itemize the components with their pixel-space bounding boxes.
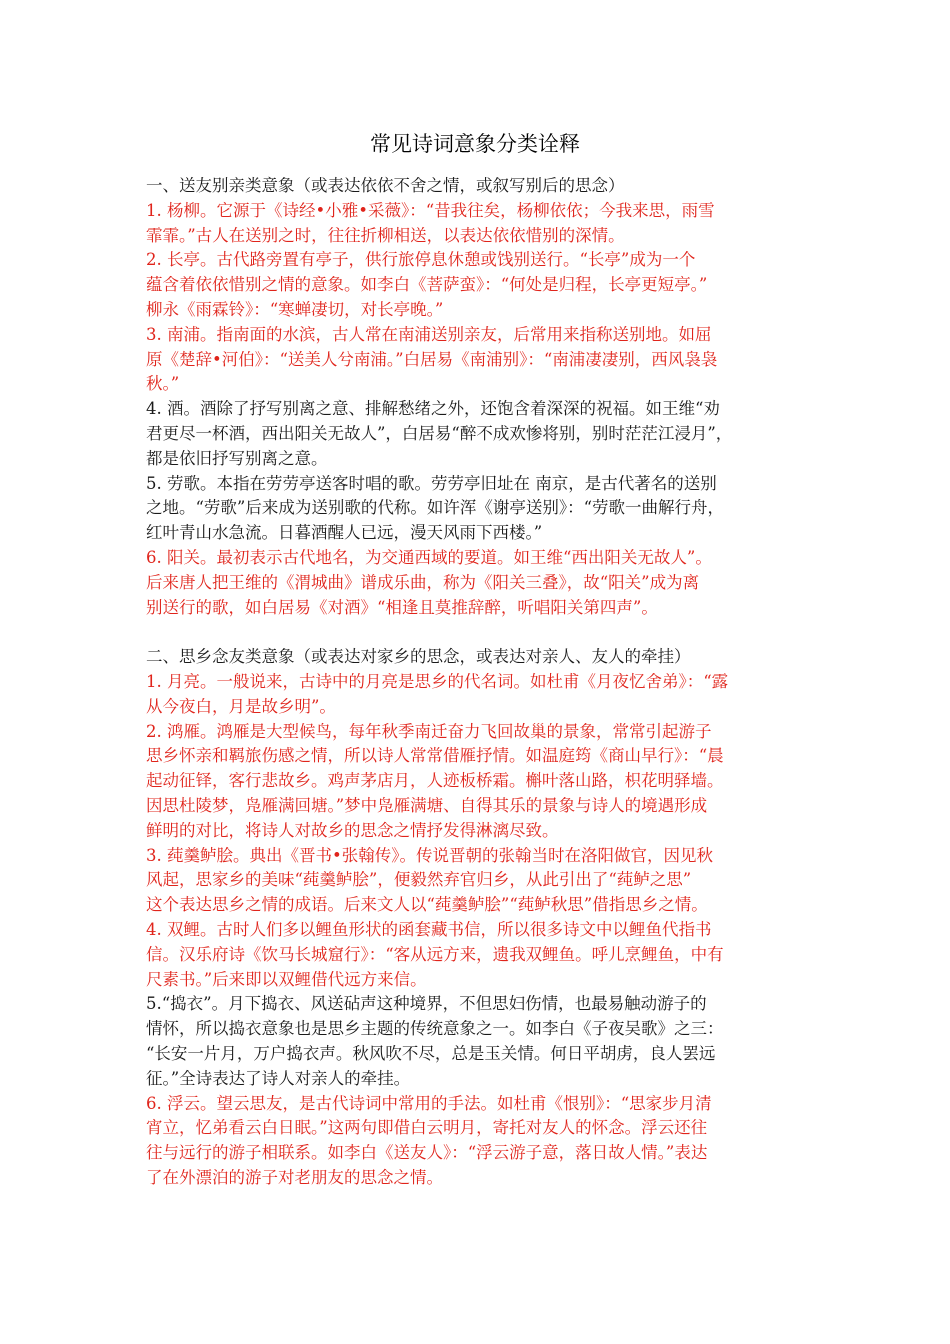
body-line: 征。”全诗表达了诗人对亲人的牵挂。 (146, 1068, 411, 1088)
body-line: 因思杜陵梦，凫雁满回塘。”梦中凫雁满塘、自得其乐的景象与诗人的境遇形成 (146, 796, 708, 815)
body-line: 原《楚辞•河伯》：“送美人兮南浦。”白居易《南浦别》：“南浦凄凄别，西风袅袅 (146, 349, 718, 369)
body-line: 6. 阳关。最初表示古代地名，为交通西域的要道。如王维“西出阳关无故人”。 (146, 548, 712, 567)
body-line: 情怀，所以捣衣意象也是思乡主题的传统意象之一。如李白《子夜吴歌》之三： (146, 1019, 724, 1039)
body-line: 别送行的歌，如白居易《对酒》“相逢且莫推辞醉，听唱阳关第四声”。 (146, 597, 658, 617)
body-line: 鲜明的对比，将诗人对故乡的思念之情抒发得淋漓尽致。 (146, 820, 559, 840)
body-line: 了在外漂泊的游子对老朋友的思念之情。 (146, 1168, 443, 1187)
body-line: 红叶青山水急流。日暮酒醒人已远，漫天风雨下西楼。” (146, 523, 543, 543)
body-line: 1. 杨柳。它源于《诗经•小雅•采薇》：“昔我往矣，杨柳依依；今我来思，雨雪 (146, 200, 715, 220)
body-line: 起动征铎，客行悲故乡。鸡声茅店月，人迹板桥霜。槲叶落山路，枳花明驿墙。 (146, 771, 724, 791)
body-line: 之地。“劳歌”后来成为送别歌的代称。如许浑《谢亭送别》：“劳歌一曲解行舟， (146, 498, 725, 518)
body-line: 从今夜白，月是故乡明”。 (146, 696, 336, 716)
document-title: 常见诗词意象分类诠释 (370, 132, 580, 156)
body-line: 这个表达思乡之情的成语。后来文人以“莼羹鲈脍”“莼鲈秋思”借指思乡之情。 (146, 895, 708, 915)
body-line: 5.“捣衣”。月下捣衣、风送砧声这种境界，不但思妇伤情，也最易触动游子的 (146, 994, 707, 1014)
body-line: 秋。” (146, 374, 180, 394)
body-line: 二、思乡念友类意象（或表达对家乡的思念，或表达对亲人、友人的牵挂） (146, 647, 691, 667)
body-line: “长安一片月，万户捣衣声。秋风吹不尽，总是玉关情。何日平胡虏，良人罢远 (146, 1044, 716, 1063)
body-line: 2. 鸿雁。鸿雁是大型候鸟，每年秋季南迁奋力飞回故巢的景象，常常引起游子 (146, 721, 712, 741)
body-line: 都是依旧抒写别离之意。 (146, 448, 328, 468)
body-line: 尺素书。”后来即以双鲤借代远方来信。 (146, 969, 427, 989)
body-line: 风起，思家乡的美味“莼羹鲈脍”，便毅然弃官归乡，从此引出了“莼鲈之思” (146, 870, 692, 890)
body-line: 柳永《雨霖铃》：“寒蝉凄切，对长亭晚。” (146, 300, 444, 319)
body-line: 君更尽一杯酒，西出阳关无故人”，白居易“醉不成欢惨将别，别时茫茫江浸月”， (146, 424, 733, 443)
body-line: 霏霏。”古人在送别之时，往往折柳相送，以表达依依惜别的深情。 (146, 225, 625, 245)
body-line: 往与远行的游子相联系。如李白《送友人》：“浮云游子意，落日故人情。”表达 (146, 1143, 708, 1163)
body-line: 蕴含着依依惜别之情的意象。如李白《菩萨蛮》：“何处是归程，长亭更短亭。” (146, 275, 708, 295)
body-line: 3. 南浦。指南面的水滨，古人常在南浦送别亲友，后常用来指称送别地。如屈 (146, 324, 712, 344)
body-line: 3. 莼羹鲈脍。典出《晋书•张翰传》。传说晋朝的张翰当时在洛阳做官，因见秋 (146, 845, 713, 865)
body-line: 一、送友别亲类意象（或表达依依不舍之情，或叙写别后的思念） (146, 176, 625, 195)
body-line: 4. 酒。酒除了抒写别离之意、排解愁绪之外，还饱含着深深的祝福。如王维“劝 (146, 399, 720, 419)
body-line: 宵立，忆弟看云白日眠。”这两句即借白云明月，寄托对友人的怀念。浮云还往 (146, 1118, 708, 1138)
body-line: 思乡怀亲和羁旅伤感之情，所以诗人常常借雁抒情。如温庭筠《商山早行》：“晨 (146, 746, 724, 766)
body-line: 2. 长亭。古代路旁置有亭子，供行旅停息休憩或饯别送行。“长亭”成为一个 (146, 250, 696, 270)
body-line: 1. 月亮。一般说来，古诗中的月亮是思乡的代名词。如杜甫《月夜忆舍弟》：“露 (146, 672, 729, 691)
body-line: 信。汉乐府诗《饮马长城窟行》：“客从远方来，遗我双鲤鱼。呼儿烹鲤鱼，中有 (146, 944, 724, 964)
body-line: 后来唐人把王维的《渭城曲》谱成乐曲，称为《阳关三叠》，故“阳关”成为离 (146, 572, 700, 592)
body-line: 4. 双鲤。古时人们多以鲤鱼形状的函套藏书信，所以很多诗文中以鲤鱼代指书 (146, 920, 712, 939)
body-line: 6. 浮云。望云思友，是古代诗词中常用的手法。如杜甫《恨别》：“思家步月清 (146, 1093, 712, 1113)
body-line: 5. 劳歌。本指在劳劳亭送客时唱的歌。劳劳亭旧址在 南京，是古代著名的送别 (146, 473, 717, 493)
